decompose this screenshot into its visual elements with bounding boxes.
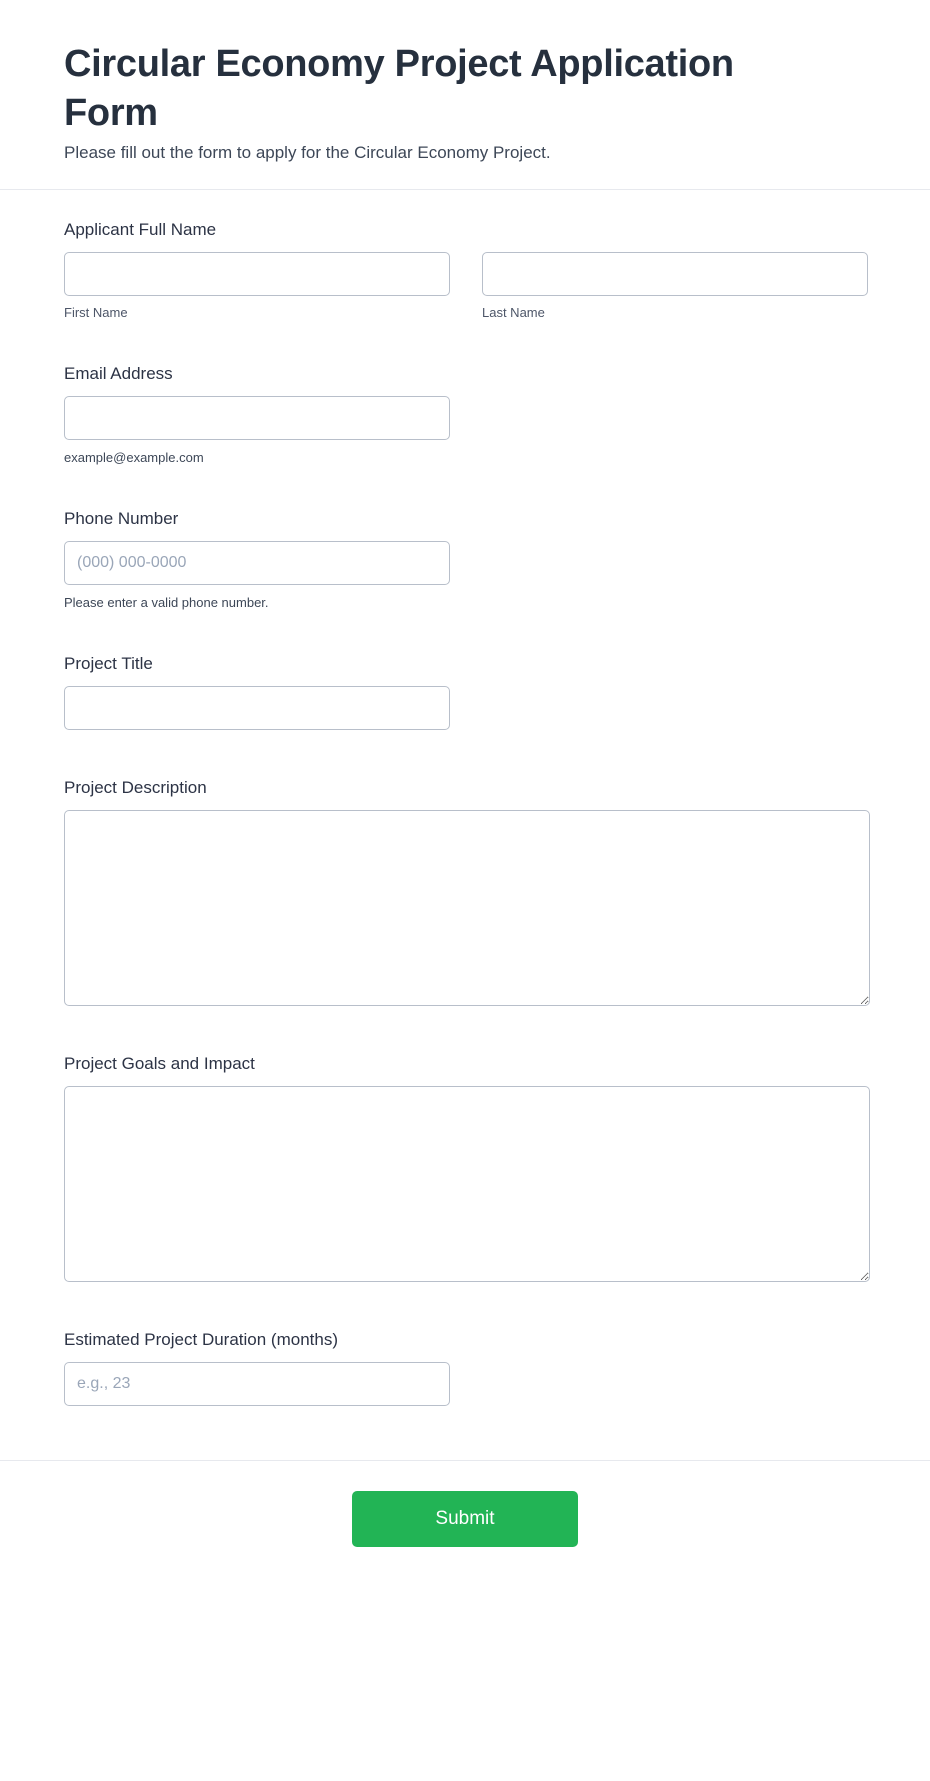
field-applicant-full-name: [64, 220, 866, 320]
field-phone-number: [64, 509, 866, 610]
last-name-input[interactable]: [482, 252, 868, 296]
phone-number-hint: Please enter a valid phone number.: [64, 595, 269, 611]
form-footer: [0, 1460, 930, 1587]
project-description-textarea[interactable]: [64, 810, 870, 1006]
label-estimated-duration: Estimated Project Duration (months): [64, 1330, 338, 1350]
project-title-input[interactable]: [64, 686, 450, 730]
label-project-description: Project Description: [64, 778, 207, 798]
submit-button[interactable]: Submit: [352, 1491, 578, 1547]
field-email-address: [64, 364, 866, 465]
page-title: Circular Economy Project Application Form: [64, 43, 734, 134]
last-name-column: [482, 252, 868, 320]
field-project-title: [64, 654, 866, 730]
label-project-title: Project Title: [64, 654, 153, 674]
field-estimated-duration: [64, 1330, 866, 1406]
project-goals-textarea[interactable]: [64, 1086, 870, 1282]
form-body: [0, 190, 930, 1460]
email-hint: example@example.com: [64, 450, 204, 466]
label-project-goals-impact: Project Goals and Impact: [64, 1054, 255, 1074]
estimated-duration-input[interactable]: [64, 1362, 450, 1406]
label-applicant-full-name: Applicant Full Name: [64, 220, 217, 240]
field-project-goals-impact: [64, 1054, 866, 1282]
last-name-sublabel: Last Name: [482, 305, 545, 321]
email-field[interactable]: [64, 396, 450, 440]
first-name-sublabel: First Name: [64, 305, 128, 321]
first-name-column: [64, 252, 450, 320]
name-row: [64, 252, 866, 320]
phone-number-input[interactable]: [64, 541, 450, 585]
form-subtitle: Please fill out the form to apply for the Circular Economy Project.: [64, 143, 551, 163]
field-project-description: [64, 778, 866, 1006]
form-header: [0, 0, 930, 190]
label-phone-number: Phone Number: [64, 509, 179, 529]
label-email-address: Email Address: [64, 364, 173, 384]
first-name-input[interactable]: [64, 252, 450, 296]
